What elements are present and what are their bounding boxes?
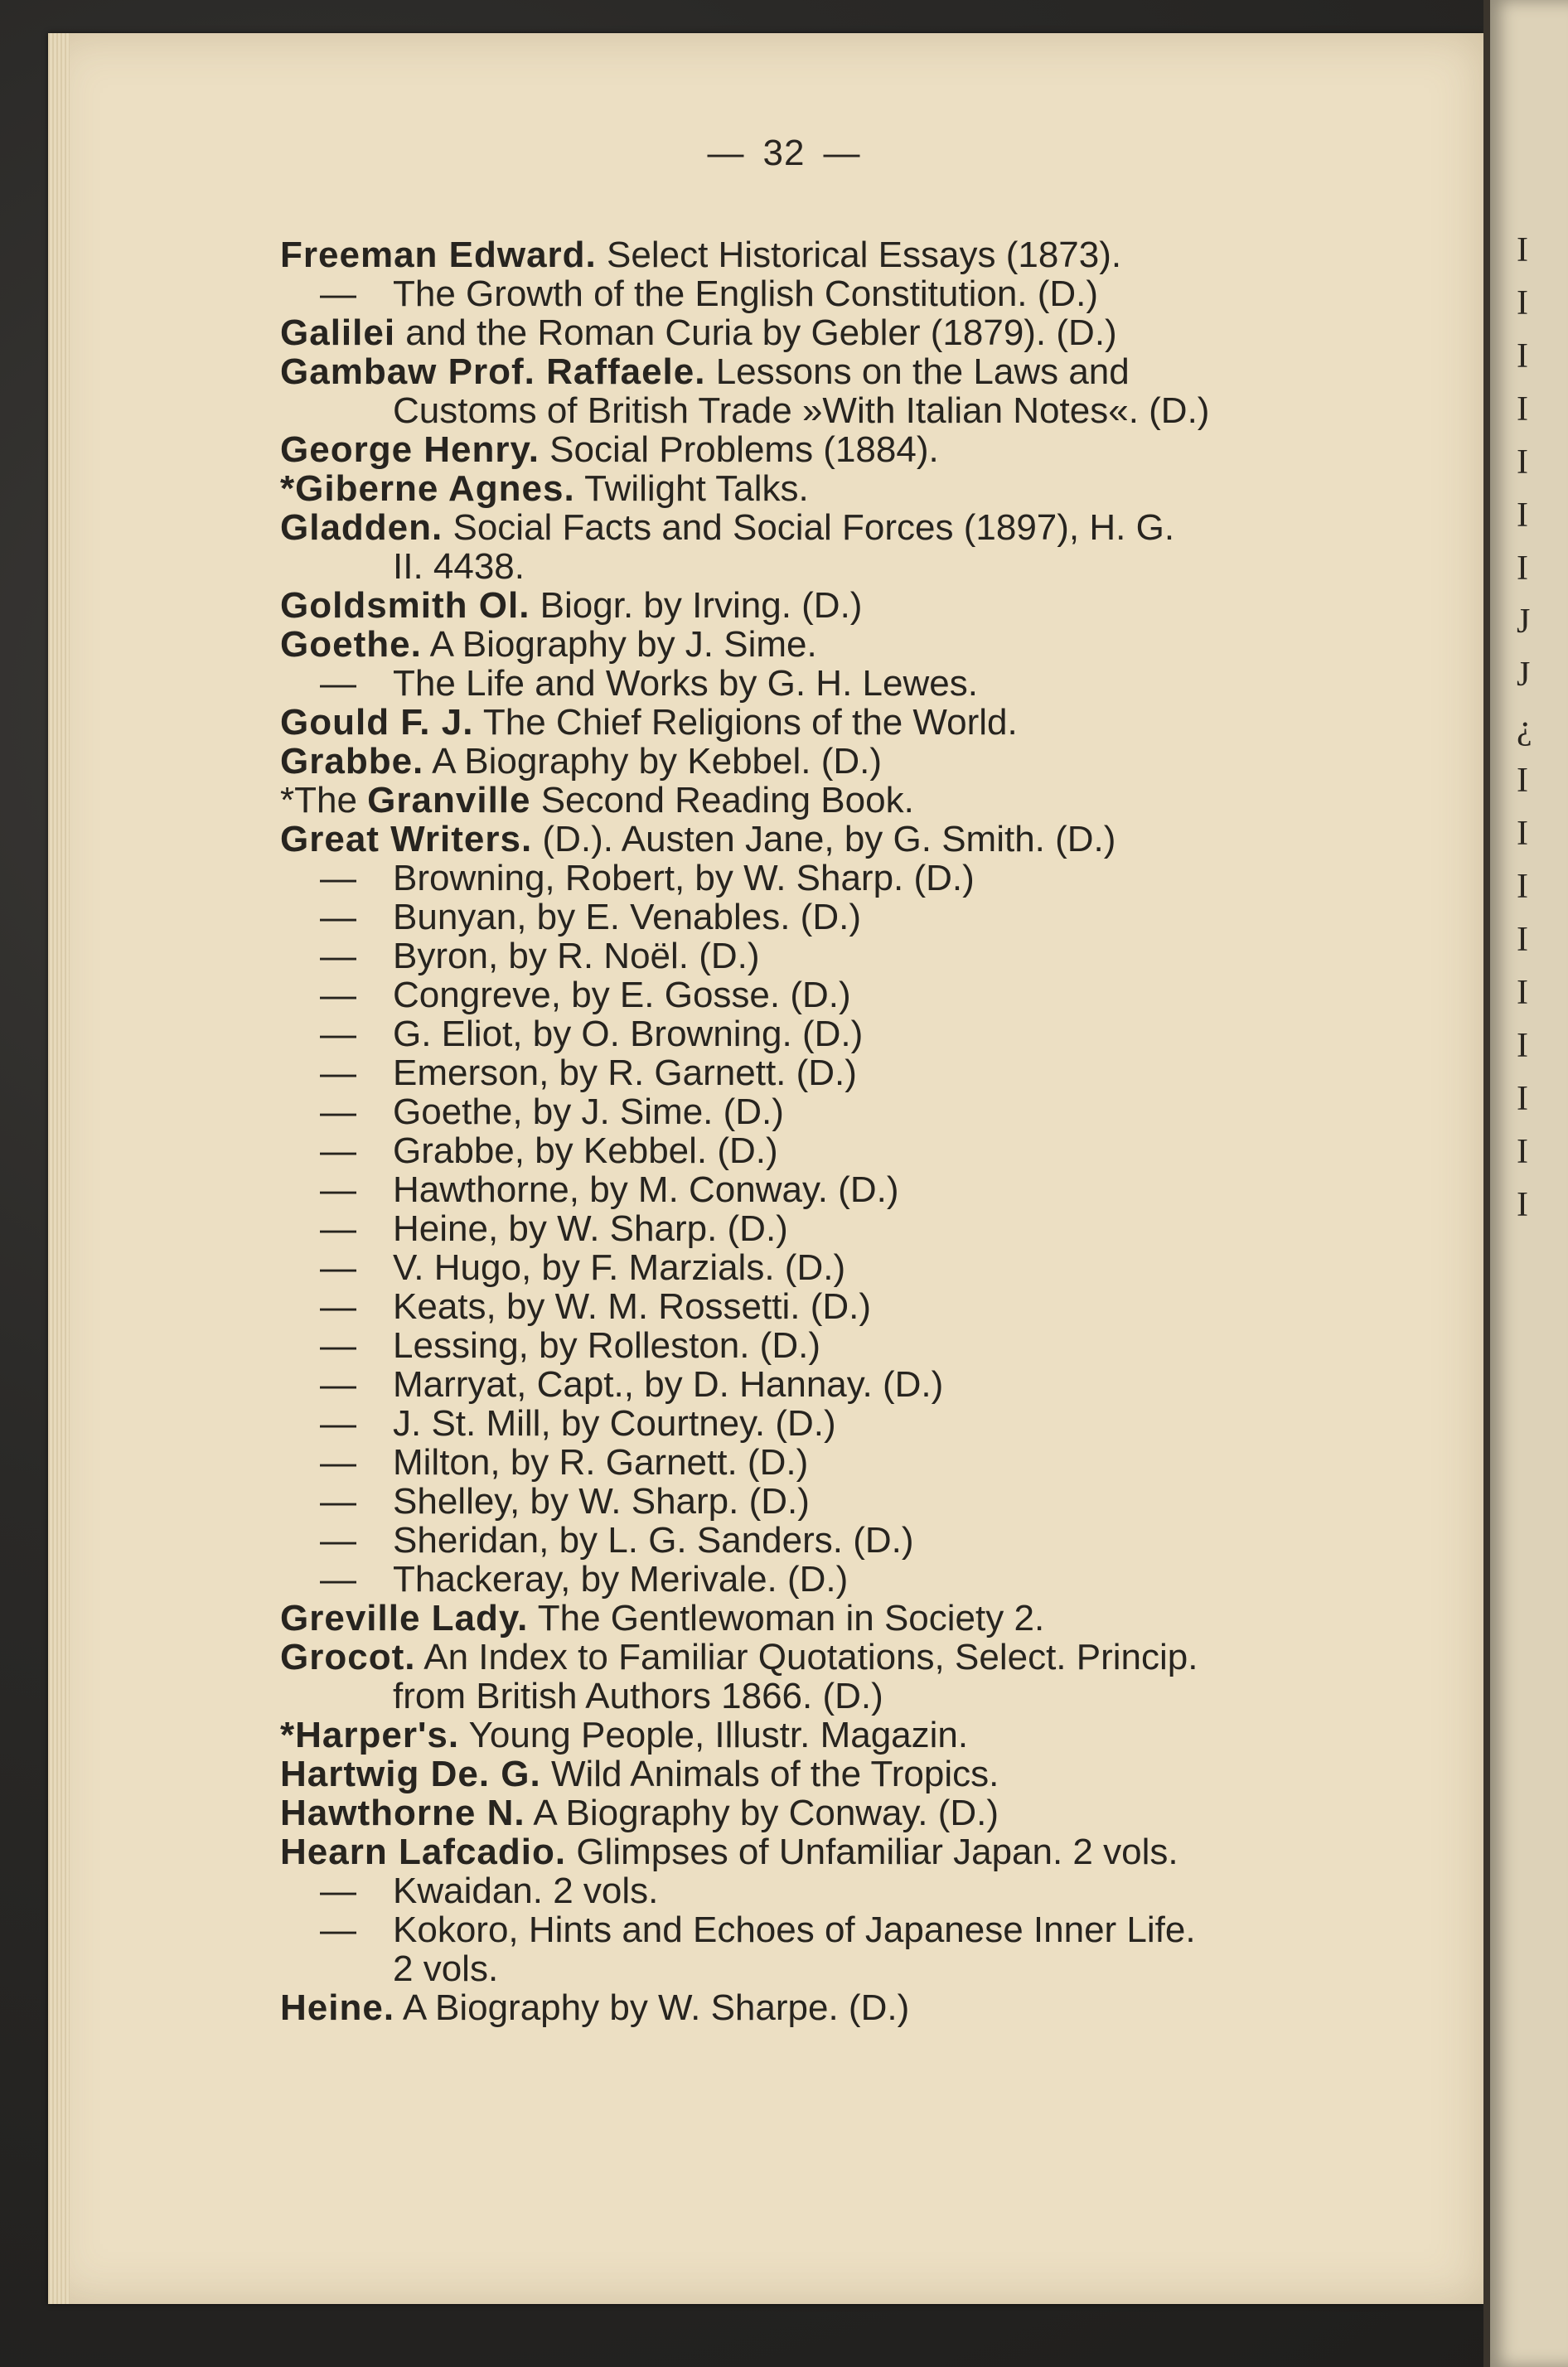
entry-text: Marryat, Capt., by D. Hannay. (D.) [393, 1364, 944, 1405]
facing-page-letter: I [1517, 496, 1528, 535]
entry-heading: Greville Lady. [280, 1598, 529, 1639]
entry-text: Lessing, by Rolleston. (D.) [393, 1325, 820, 1366]
ditto-dash: — [320, 975, 356, 1015]
entry-text: A Biography by Kebbel. (D.) [423, 741, 883, 782]
entry-heading: Hawthorne N. [280, 1793, 525, 1833]
entry-text: The Life and Works by G. H. Lewes. [393, 663, 978, 704]
catalogue-entry [280, 703, 1357, 742]
ditto-dash: — [320, 1325, 356, 1366]
entry-text: Keats, by W. M. Rossetti. (D.) [393, 1286, 872, 1327]
entry-text: A Biography by J. Sime. [421, 624, 817, 665]
catalogue-entry [280, 1092, 1357, 1131]
catalogue-entry [280, 1832, 1357, 1871]
entry-text: Milton, by R. Garnett. (D.) [393, 1442, 809, 1483]
facing-page-letter: J [1517, 603, 1531, 641]
entry-heading: *Giberne Agnes. [280, 468, 575, 509]
header-dash-left: — [707, 133, 745, 173]
ditto-dash: — [320, 1442, 356, 1483]
entry-text: Grabbe, by Kebbel. (D.) [393, 1130, 778, 1171]
entry-heading: Gladden. [280, 507, 443, 548]
catalogue-entry [280, 1638, 1357, 1716]
catalogue-entry [280, 1131, 1357, 1170]
page-header [0, 133, 1568, 174]
entry-heading: Grocot. [280, 1637, 416, 1677]
ditto-dash: — [320, 1169, 356, 1210]
facing-page-letter: I [1517, 549, 1528, 588]
entry-text: Byron, by R. Noël. (D.) [393, 936, 760, 976]
facing-page-letter: I [1517, 1080, 1528, 1118]
catalogue-entry [280, 1404, 1357, 1443]
catalogue-entries [280, 235, 1357, 2027]
entry-text: An Index to Familiar Quotations, Select. Princip. [415, 1637, 1198, 1677]
catalogue-entry [280, 1521, 1357, 1560]
entry-heading: Galilei [280, 312, 396, 353]
page-edges [48, 33, 70, 2304]
facing-page-letter: I [1517, 284, 1528, 322]
entry-text: Second Reading Book. [530, 780, 914, 820]
ditto-dash: — [320, 1364, 356, 1405]
catalogue-entry [280, 586, 1357, 625]
catalogue-entry [280, 625, 1357, 664]
catalogue-entry [280, 508, 1357, 586]
catalogue-entry [280, 1287, 1357, 1326]
catalogue-entry [280, 1482, 1357, 1521]
ditto-dash: — [320, 1247, 356, 1288]
entry-text: Thackeray, by Merivale. (D.) [393, 1559, 849, 1600]
entry-text: The Growth of the English Constitution. (D.) [393, 273, 1099, 314]
entry-text: Heine, by W. Sharp. (D.) [393, 1208, 788, 1249]
entry-text: Sheridan, by L. G. Sanders. (D.) [393, 1520, 914, 1561]
catalogue-entry [280, 235, 1357, 274]
facing-page-letter: I [1517, 868, 1528, 906]
entry-heading: Goethe. [280, 624, 422, 665]
ditto-dash: — [320, 1559, 356, 1600]
facing-page-letter: I [1517, 1186, 1528, 1224]
ditto-dash: — [320, 1910, 356, 1950]
ditto-dash: — [320, 663, 356, 704]
ditto-dash: — [320, 858, 356, 898]
entry-text: G. Eliot, by O. Browning. (D.) [393, 1014, 864, 1054]
catalogue-entry [280, 664, 1357, 703]
entry-text: (D.). Austen Jane, by G. Smith. (D.) [532, 819, 1116, 859]
entry-text: Goethe, by J. Sime. (D.) [393, 1092, 784, 1132]
catalogue-entry [280, 975, 1357, 1014]
header-dash-right: — [823, 133, 861, 173]
ditto-dash: — [320, 1871, 356, 1911]
ditto-dash: — [320, 1014, 356, 1054]
entry-heading: Gould F. J. [280, 702, 474, 743]
catalogue-entry [280, 898, 1357, 937]
catalogue-entry [280, 1716, 1357, 1755]
entry-heading: Granville [367, 780, 531, 820]
entry-continuation: 2 vols. [393, 1948, 499, 1989]
entry-text: Lessons on the Laws and [705, 351, 1130, 392]
entry-heading: Hartwig De. G. [280, 1754, 541, 1794]
catalogue-entry [280, 1755, 1357, 1793]
entry-heading: Heine. [280, 1987, 395, 2028]
catalogue-entry [280, 1014, 1357, 1053]
facing-page-letter: I [1517, 921, 1528, 959]
entry-heading: Gambaw Prof. Raffaele. [280, 351, 706, 392]
catalogue-entry [280, 1209, 1357, 1248]
entry-text: V. Hugo, by F. Marzials. (D.) [393, 1247, 846, 1288]
entry-heading: Goldsmith Ol. [280, 585, 530, 626]
entry-heading: George Henry. [280, 429, 540, 470]
catalogue-entry [280, 1871, 1357, 1910]
catalogue-entry [280, 859, 1357, 898]
catalogue-entry [280, 1599, 1357, 1638]
ditto-dash: — [320, 1481, 356, 1522]
facing-page-marks [1517, 224, 1550, 1232]
entry-text: Bunyan, by E. Venables. (D.) [393, 897, 861, 937]
catalogue-entry [280, 781, 1357, 820]
catalogue-entry [280, 937, 1357, 975]
ditto-dash: — [320, 1130, 356, 1171]
ditto-dash: — [320, 273, 356, 314]
entry-text: The Chief Religions of the World. [473, 702, 1018, 743]
facing-page-letter: I [1517, 974, 1528, 1012]
entry-text: The Gentlewoman in Society 2. [528, 1598, 1045, 1639]
ditto-dash: — [320, 1208, 356, 1249]
entry-text: Social Problems (1884). [539, 429, 939, 470]
entry-text: J. St. Mill, by Courtney. (D.) [393, 1403, 836, 1444]
entry-text: Wild Animals of the Tropics. [540, 1754, 999, 1794]
entry-text: Shelley, by W. Sharp. (D.) [393, 1481, 810, 1522]
entry-heading: Hearn Lafcadio. [280, 1832, 567, 1872]
entry-text: Kwaidan. 2 vols. [393, 1871, 659, 1911]
entry-heading: Freeman Edward. [280, 235, 597, 275]
catalogue-entry [280, 1793, 1357, 1832]
entry-text: Browning, Robert, by W. Sharp. (D.) [393, 858, 975, 898]
page-number: 32 [762, 133, 806, 173]
facing-page-letter: I [1517, 1027, 1528, 1065]
entry-heading: *Harper's. [280, 1715, 460, 1755]
ditto-dash: — [320, 1286, 356, 1327]
facing-page-letter: I [1517, 390, 1528, 428]
entry-heading: Grabbe. [280, 741, 424, 782]
catalogue-entry [280, 1560, 1357, 1599]
facing-page-letter: I [1517, 815, 1528, 853]
entry-text: Emerson, by R. Garnett. (D.) [393, 1053, 857, 1093]
ditto-dash: — [320, 1520, 356, 1561]
catalogue-entry [280, 274, 1357, 313]
catalogue-entry [280, 1365, 1357, 1404]
catalogue-entry [280, 742, 1357, 781]
ditto-dash: — [320, 897, 356, 937]
entry-text: A Biography by W. Sharpe. (D.) [394, 1987, 910, 2028]
entry-text: Glimpses of Unfamiliar Japan. 2 vols. [566, 1832, 1178, 1872]
catalogue-entry [280, 313, 1357, 352]
entry-text: A Biography by Conway. (D.) [525, 1793, 999, 1833]
catalogue-entry [280, 430, 1357, 469]
entry-prefix: *The [280, 780, 368, 820]
catalogue-entry [280, 1326, 1357, 1365]
ditto-dash: — [320, 936, 356, 976]
facing-page-letter: I [1517, 337, 1528, 375]
ditto-dash: — [320, 1403, 356, 1444]
catalogue-entry [280, 1170, 1357, 1209]
catalogue-entry [280, 352, 1357, 430]
entry-continuation: Customs of British Trade »With Italian Notes«. (D.) [393, 390, 1210, 431]
catalogue-entry [280, 1248, 1357, 1287]
entry-text: Select Historical Essays (1873). [596, 235, 1122, 275]
catalogue-entry [280, 1443, 1357, 1482]
catalogue-entry [280, 820, 1357, 859]
entry-continuation: from British Authors 1866. (D.) [393, 1676, 883, 1716]
facing-page-letter: I [1517, 231, 1528, 269]
facing-page-letter: ¿ [1517, 709, 1532, 747]
entry-text: Biogr. by Irving. (D.) [530, 585, 863, 626]
entry-text: and the Roman Curia by Gebler (1879). (D.) [395, 312, 1117, 353]
entry-text: Congreve, by E. Gosse. (D.) [393, 975, 851, 1015]
facing-page-letter: I [1517, 1133, 1528, 1171]
facing-page-letter: I [1517, 443, 1528, 482]
entry-text: Social Facts and Social Forces (1897), H. G. [443, 507, 1175, 548]
catalogue-entry [280, 469, 1357, 508]
entry-text: Kokoro, Hints and Echoes of Japanese Inner Life. [393, 1910, 1196, 1950]
ditto-dash: — [320, 1092, 356, 1132]
entry-text: Hawthorne, by M. Conway. (D.) [393, 1169, 899, 1210]
catalogue-entry [280, 1988, 1357, 2027]
facing-page-letter: J [1517, 656, 1531, 694]
catalogue-entry [280, 1053, 1357, 1092]
entry-continuation: II. 4438. [393, 546, 525, 587]
ditto-dash: — [320, 1053, 356, 1093]
entry-heading: Great Writers. [280, 819, 533, 859]
facing-page-letter: I [1517, 762, 1528, 800]
entry-text: Young People, Illustr. Magazin. [459, 1715, 969, 1755]
catalogue-entry [280, 1910, 1357, 1988]
entry-text: Twilight Talks. [574, 468, 809, 509]
